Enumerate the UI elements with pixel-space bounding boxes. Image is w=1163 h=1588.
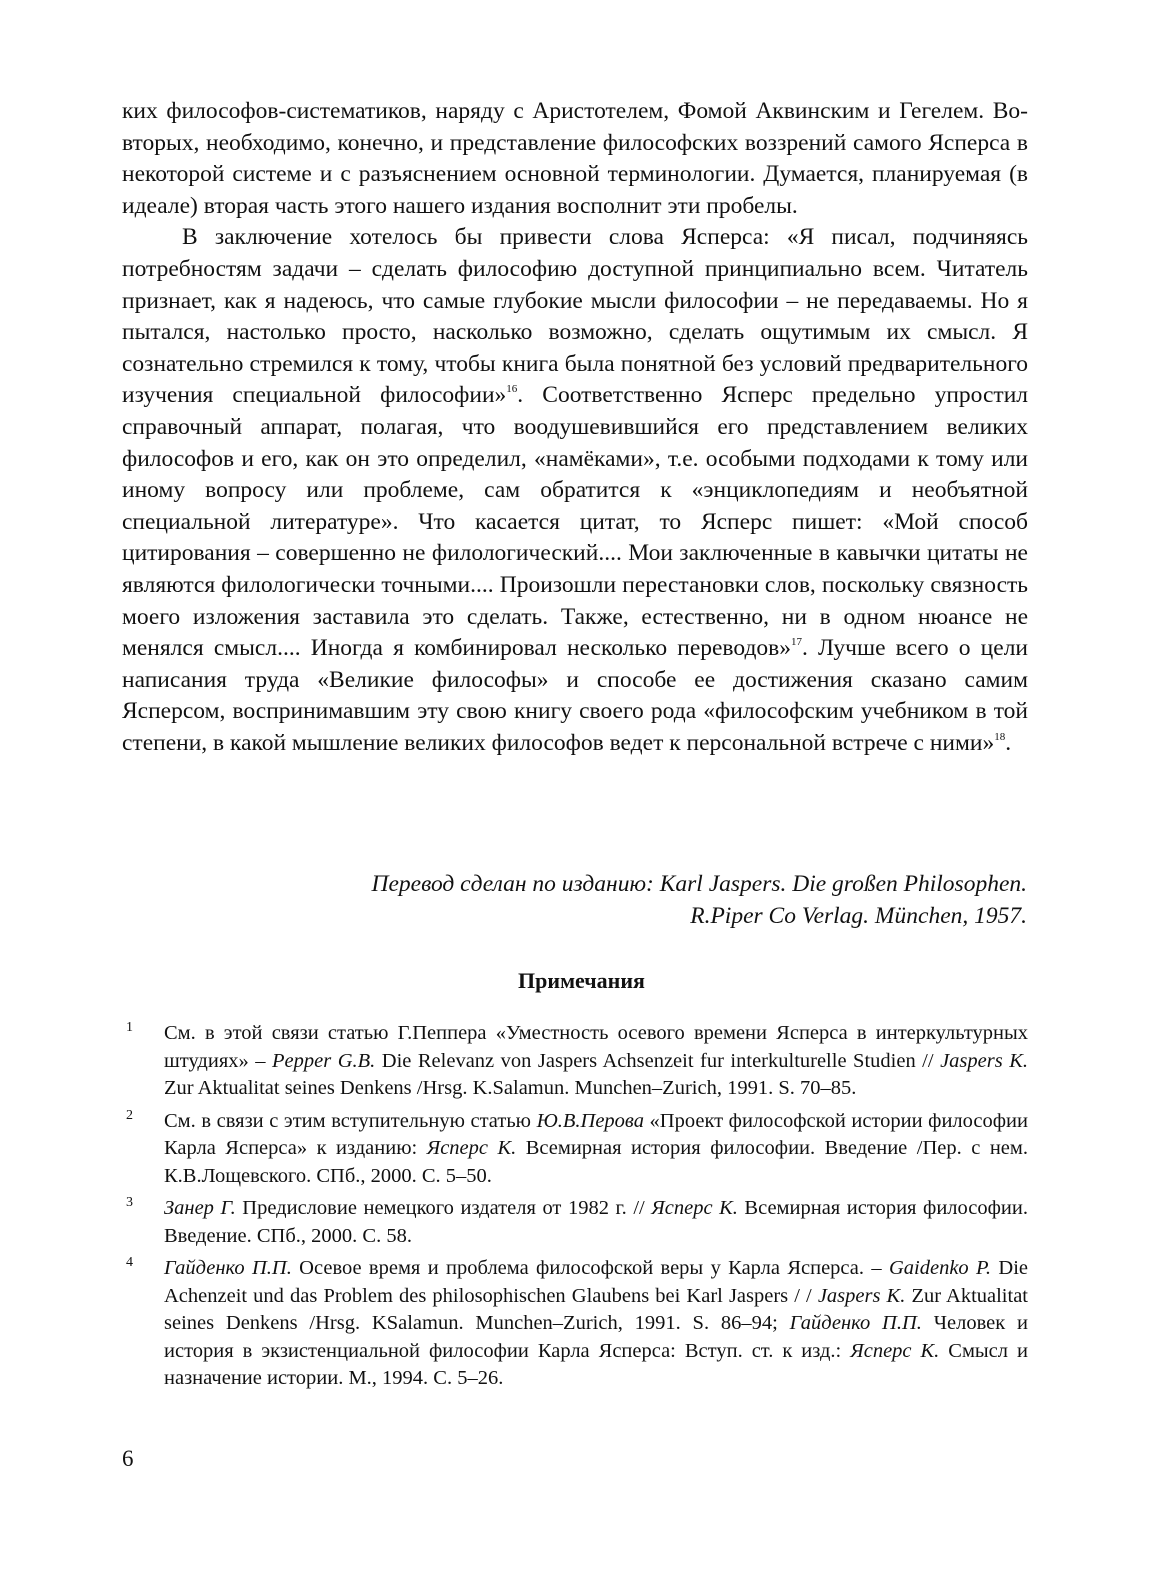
translation-line-1: Перевод сделан по изданию: Karl Jaspers. Die großen Philosophen. (371, 871, 1027, 897)
page-number: 6 (122, 1446, 134, 1471)
body-text (122, 96, 1028, 759)
note-number: 1 (126, 1020, 133, 1035)
note-number: 2 (126, 1107, 133, 1123)
note-number: 3 (126, 1195, 133, 1210)
translation-line-2: R.Piper Co Verlag. München, 1957. (690, 903, 1027, 929)
notes-heading: Примечания (518, 968, 645, 993)
note-2: 2 См. в связи с этим вступительную статью Ю.В.Перова «Проект философской истории философии Карла Ясперса» к изданию: Ясперс К. Всемирная история философии. Введение /Пер. с нем. К.В.Лощевского. СПб., 2000. С. 5–50. (122, 1108, 1028, 1191)
notes-list (122, 1020, 1028, 1398)
note-number: 4 (126, 1255, 133, 1270)
paragraph-1: ких философов-систематиков, наряду с Аристотелем, Фомой Аквинским и Гегелем. Во-вторых, необходимо, конечно, и представление философских воззрений самого Ясперса в некоторой системе и с разъяснением основной терминологии. Думается, планируемая (в идеале) вторая часть этого нашего издания восполнит эти пробелы. (122, 98, 1028, 219)
note-3: 3 Занер Г. Предисловие немецкого издателя от 1982 г. // Ясперс К. Всемирная история философии. Введение. СПб., 2000. С. 58. (122, 1195, 1028, 1250)
note-1: 1 См. в этой связи статью Г.Пеппера «Уместность осевого времени Ясперса в интеркультурных штудиях» – Pepper G.B. Die Relevanz von Jaspers Achsenzeit fur interkulturelle Studien // Jaspers K. Zur Aktualitat seines Denkens /Hrsg. K.Salamun. Munchen–Zurich, 1991. S. 70–85. (122, 1020, 1028, 1103)
footnote-ref-16: 16 (506, 383, 518, 396)
footnote-ref-17: 17 (791, 636, 802, 649)
note-4: 4 Гайденко П.П. Осевое время и проблема философской веры у Карла Ясперса. – Gaidenko P. Die Achenzeit und das Problem des philosophischen Glaubens bei Karl Jaspers / / Jaspers K. Zur Aktualitat seines Denkens /Hrsg. KSalamun. Munchen–Zurich, 1991. S. 86–94; Гайденко П.П. Человек и история в экзистенциальной философии Карла Ясперса: Вступ. ст. к изд.: Ясперс К. Смысл и назначение истории. М., 1994. С. 5–26. (122, 1255, 1028, 1393)
translation-source (227, 868, 1027, 932)
paragraph-2: В заключение хотелось бы привести слова Ясперса: «Я писал, подчиняясь потребностям задачи – сделать философию доступной принципиально всем. Читатель признает, как я надеюсь, что самые глубокие мысли философии – не передаваемы. Но я пытался, настолько просто, насколько возможно, сделать ощутимым их смысл. Я сознательно стремился к тому, чтобы книга была понятной без условий предварительного изучения специальной философии»$^{16}$. Соответственно Ясперс предельно упростил справочный аппарат, полагая, что воодушевившийся его представлением великих философов и его, как он это определил, «намёками», т.е. особыми подходами к тому или иному вопросу или проблеме, сам обратится к «энциклопедиям и необъятной специальной литературе». Что касается цитат, то Ясперс пишет: «Мой способ цитирования – совершенно не филологический.... Мои заключенные в кавычки цитаты не являются филологически точными.... Произошли перестановки слов, поскольку связность моего изложения заставила это сделать. Также, естественно, ни в одном нюансе не менялся смысл.... Иногда я комбинировал несколько переводов»$^{17}$. Лучше всего о цели написания труда «Великие философы» и способе ее достижения сказано самим Ясперсом, воспринимавшим эту свою книгу своего рода «философским учебником в той степени, в какой мышление великих философов ведет к персональной встрече с ними»$^{18}$. (122, 224, 1028, 756)
footnote-ref-18: 18 (994, 730, 1006, 743)
